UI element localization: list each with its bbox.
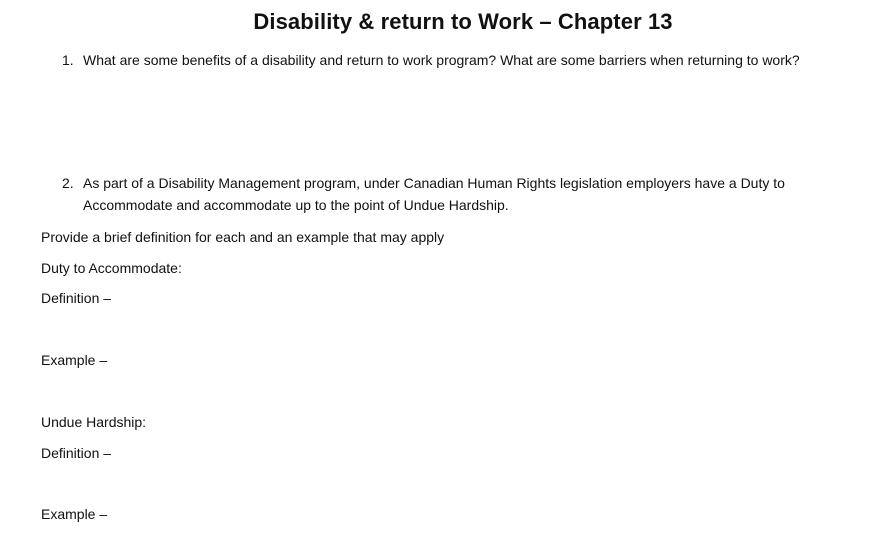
instruction-text: Provide a brief definition for each and an example that may apply xyxy=(41,229,445,245)
duty-definition-label: Definition – xyxy=(41,290,112,306)
hardship-example-label: Example – xyxy=(41,506,108,522)
question-2-text: As part of a Disability Management program, under Canadian Human Rights legislation employers have a Duty to Accommodate and accommodate up to the point of Undue Hardship. xyxy=(83,175,785,213)
hardship-definition-label: Definition – xyxy=(41,445,112,461)
undue-hardship-heading: Undue Hardship: xyxy=(41,414,147,430)
question-1 xyxy=(62,49,896,71)
question-2-number: 2. xyxy=(62,175,74,191)
question-2 xyxy=(62,172,896,216)
question-1-text: What are some benefits of a disability and return to work program? What are some barriers when returning to work? xyxy=(83,52,800,68)
duty-to-accommodate-heading: Duty to Accommodate: xyxy=(41,260,182,276)
duty-example-label: Example – xyxy=(41,352,108,368)
document-title: Disability & return to Work – Chapter 13 xyxy=(253,9,673,34)
question-1-number: 1. xyxy=(62,52,74,68)
